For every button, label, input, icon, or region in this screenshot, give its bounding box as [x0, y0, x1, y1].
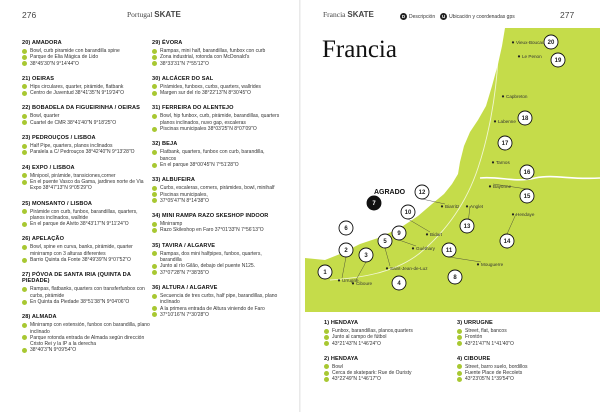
spot-title: 22) BOBADELA DA FIGUEIRINHA / OEIRAS — [22, 105, 140, 112]
bullet-dot-icon — [22, 180, 27, 185]
running-head-right-bold: SKATE — [347, 10, 374, 19]
spot-detail-text: Minipool, pirámide, transiciones,corner — [30, 172, 116, 179]
bottom-column-2 — [457, 320, 575, 392]
spot-detail-line — [457, 341, 575, 347]
bullet-dot-icon — [457, 371, 462, 376]
spot-detail-text: Junto al río Gilão, debajo del puente N125. — [160, 263, 256, 270]
spot-entry — [22, 314, 150, 353]
svg-text:16: 16 — [523, 170, 531, 177]
left-column-1 — [22, 40, 150, 363]
bullet-dot-icon — [324, 335, 329, 340]
bullet-dot-icon — [22, 61, 27, 66]
bullet-dot-icon — [152, 312, 157, 317]
spot-title: 33) ALBUFEIRA — [152, 177, 196, 184]
spot-detail-text: Margen sur del río 38°22'13"N 8°30'45"O — [160, 90, 251, 97]
place-label: Ciboure — [356, 281, 373, 286]
place-dot-icon — [512, 41, 514, 43]
spot-detail-text: Street, flat, bancos — [465, 328, 507, 334]
spot-detail-text: Barrio Quinta da Fonte 38°49'39"N 9°07'52"O — [30, 257, 131, 264]
svg-text:5: 5 — [383, 239, 387, 246]
bullet-dot-icon — [152, 55, 157, 60]
place-dot-icon — [466, 205, 468, 207]
place-label: Bayonne — [493, 184, 512, 189]
bullet-dot-icon — [457, 335, 462, 340]
spot-detail-text: Parque de Elia Mágica de Lido — [30, 54, 99, 61]
running-head-right — [323, 10, 374, 19]
bullet-dot-icon — [152, 198, 157, 203]
spot-detail-text: Junto al campo de fútbol — [332, 334, 387, 341]
spot-title: 23) PEDROUÇOS / LISBOA — [22, 135, 96, 142]
running-head-left-bold: SKATE — [154, 10, 181, 19]
spot-detail-text: A la primera entrada de Altura viniendo de Faro — [160, 305, 265, 312]
bullet-dot-icon — [324, 377, 329, 382]
spot-detail-line — [22, 335, 150, 348]
spot-detail-line — [152, 270, 280, 276]
spot-entry — [22, 201, 150, 228]
spot-detail-text: Rampas, dos mini halfpipes, funbox, quarters, barandilla — [160, 250, 262, 264]
spot-detail-line — [152, 126, 280, 132]
spot-detail-text: 38°45'30"N 9°14'44"O — [30, 60, 79, 67]
svg-text:10: 10 — [404, 210, 412, 217]
spot-entry — [22, 40, 150, 67]
spot-detail-line — [152, 198, 280, 204]
place-dot-icon — [426, 233, 428, 235]
spot-detail-text: Curbs, escaleras, corners, pirámides, bowl, minihalf — [160, 185, 275, 192]
spot-detail-text: 38°40'3"N 9°09'54"O — [30, 347, 77, 354]
spot-detail-text: 43°21'47"N 1°41'40"O — [465, 340, 514, 347]
spot-detail-text: Bowl — [332, 363, 343, 370]
spot-entry — [152, 76, 280, 97]
running-head-right-country: Francia — [323, 10, 346, 19]
basque-coast-map — [300, 28, 600, 312]
bullet-dot-icon — [22, 209, 27, 214]
place-dot-icon — [502, 95, 504, 97]
spot-detail-line — [22, 221, 150, 227]
spot-detail-line — [152, 162, 280, 168]
land-area — [305, 28, 600, 312]
bullet-dot-icon — [22, 150, 27, 155]
place-dot-icon — [477, 263, 479, 265]
place-dot-icon — [492, 161, 494, 163]
spot-detail-text: Bowl, spine en curva, banks, pirámide, quarter minirramp con 3 alturas diferentes — [30, 244, 133, 257]
map-pin-10[interactable] — [401, 205, 415, 219]
spot-detail-text: Half Pipe, quarters, planos inclinados — [30, 143, 113, 150]
spot-detail-line — [152, 293, 280, 306]
map-svg — [300, 28, 600, 312]
place-dot-icon — [412, 247, 414, 249]
bullet-dot-icon — [22, 120, 27, 125]
bullet-dot-icon — [324, 329, 329, 334]
spot-detail-text: Razo Skileshop en Faro 37°01'33"N 7°56'13"O — [160, 227, 264, 234]
spot-detail-text: 37°10'16"N 7°30'28"O — [160, 311, 209, 318]
bullet-dot-icon — [22, 335, 27, 340]
spot-detail-text: En el parque 38°00'45"N 7°51'28"O — [160, 161, 239, 168]
spot-title: 2) HENDAYA — [324, 355, 359, 362]
spot-entry — [22, 135, 150, 156]
bullet-dot-icon — [152, 186, 157, 191]
spot-title: 29) ÉVORA — [152, 40, 183, 46]
left-column-2 — [152, 40, 280, 327]
spot-title: 20) AMADORA — [22, 40, 62, 46]
spot-detail-line — [457, 376, 575, 382]
bullet-dot-icon — [22, 323, 27, 328]
spot-detail-text: En el puente Vasco da Gama, jardines norte de Via Expo 38°47'13"N 9°05'29"O — [30, 178, 144, 192]
spot-detail-line — [324, 376, 442, 382]
bullet-dot-icon — [152, 228, 157, 233]
spot-detail-line — [22, 90, 150, 96]
spot-title: 27) PÓVOA DE SANTA IRIA (QUINTA DA PIEDADE) — [22, 272, 131, 285]
spot-detail-text: Rampas, mini half, barandillas, funbox con curb — [160, 48, 266, 54]
spot-detail-line — [22, 347, 150, 353]
spot-detail-line — [22, 120, 150, 126]
svg-text:14: 14 — [503, 239, 511, 246]
spot-detail-text: Parque rotonda entrada de Almada según dirección Cristo Rei y la IP a la derecha — [30, 334, 145, 348]
spot-entry — [22, 272, 150, 305]
bullet-dot-icon — [324, 341, 329, 346]
spot-title: 34) MINI RAMPA RAZO SKESHOP INDOOR — [152, 213, 269, 220]
spot-detail-text: En el parque de Alvito 38°43'17"N 9°11'24"O — [30, 221, 129, 228]
place-label: Tarnos — [496, 160, 510, 165]
bullet-dot-icon — [152, 84, 157, 89]
spot-detail-text: 43°21'43"N 1°46'24"O — [332, 340, 381, 347]
spot-entry — [152, 177, 280, 204]
bullet-dot-icon — [22, 348, 27, 353]
spot-detail-text: Piscinas municipales 38°03'25"N 8°07'09"O — [160, 126, 257, 133]
svg-text:19: 19 — [554, 58, 562, 65]
bullet-dot-icon — [152, 222, 157, 227]
map-pin-4[interactable] — [392, 276, 406, 290]
spot-detail-line — [22, 244, 150, 257]
running-head-left-country: Portugal — [127, 10, 153, 19]
map-pin-6[interactable] — [339, 221, 353, 235]
bullet-dot-icon — [324, 371, 329, 376]
place-label: Labenne — [498, 119, 516, 124]
svg-text:15: 15 — [523, 194, 531, 201]
spot-entry — [152, 213, 280, 234]
spot-detail-text: Frontón — [465, 334, 483, 341]
spot-detail-text: Flatbank, quarters, funbox con curb, barandilla, bancos — [160, 149, 265, 162]
svg-text:11: 11 — [445, 248, 453, 255]
spot-detail-text: 43°23'05"N 1°39'54"O — [465, 376, 514, 383]
map-pin-14[interactable] — [500, 234, 514, 248]
spot-detail-line — [22, 322, 150, 335]
spot-detail-line — [22, 286, 150, 299]
bullet-dot-icon — [457, 341, 462, 346]
spot-detail-line — [22, 299, 150, 305]
spot-detail-text: Piscinas municipales, — [160, 191, 208, 198]
spot-detail-line — [152, 149, 280, 162]
spot-detail-line — [22, 179, 150, 192]
bullet-dot-icon — [22, 287, 27, 292]
spot-detail-line — [152, 312, 280, 318]
bullet-dot-icon — [152, 163, 157, 168]
place-dot-icon — [386, 267, 388, 269]
spot-detail-text: Bowl, quarter — [30, 113, 60, 120]
place-dot-icon — [489, 185, 491, 187]
spot-detail-line — [22, 149, 150, 155]
spot-detail-text: Minirramp — [160, 221, 183, 228]
map-pin-1[interactable] — [318, 265, 332, 279]
svg-text:2: 2 — [344, 248, 348, 255]
map-pin-16[interactable] — [520, 165, 534, 179]
spot-detail-line — [152, 251, 280, 264]
spot-detail-line — [22, 61, 150, 67]
map-pin-8[interactable] — [448, 270, 462, 284]
place-label: Capbreton — [506, 94, 528, 99]
spot-title: 24) EXPO / LISBOA — [22, 164, 75, 171]
spot-detail-text: Pirámides, funboxs, curbs, quarters, wallrides — [160, 83, 261, 90]
map-pin-3[interactable] — [359, 248, 373, 262]
spot-title: 3) URRUGNE — [457, 320, 493, 326]
bullet-dot-icon — [22, 245, 27, 250]
svg-text:6: 6 — [344, 226, 348, 233]
map-legend — [395, 13, 515, 20]
map-pin-9[interactable] — [392, 226, 406, 240]
svg-text:1: 1 — [323, 270, 327, 277]
svg-text:4: 4 — [397, 281, 401, 288]
spot-title: 28) ALMADA — [22, 314, 57, 321]
bullet-dot-icon — [152, 150, 157, 155]
spot-detail-text: Minirramp con extensión, funbox con barandilla, plano inclinado — [30, 322, 150, 335]
map-pin-15[interactable] — [520, 189, 534, 203]
bullet-dot-icon — [22, 114, 27, 119]
spot-detail-text: Funbox, barandillas, planos,quarters — [332, 328, 413, 334]
map-pin-7[interactable] — [367, 196, 381, 210]
place-dot-icon — [441, 205, 443, 207]
map-pin-13[interactable] — [460, 219, 474, 233]
bullet-dot-icon — [22, 173, 27, 178]
spot-title: 35) TAVIRA / ALGARVE — [152, 242, 216, 249]
spot-detail-text: Fuente Place de Recolets — [465, 370, 523, 377]
bullet-dot-icon — [457, 377, 462, 382]
bullet-dot-icon — [22, 91, 27, 96]
spot-title: 4) CIBOURE — [457, 355, 491, 362]
place-label: Le Penon — [522, 54, 542, 59]
svg-text:13: 13 — [463, 224, 471, 231]
bullet-dot-icon — [457, 329, 462, 334]
page-number-right: 277 — [560, 10, 575, 20]
spot-entry — [22, 76, 150, 97]
spot-entry — [324, 320, 442, 347]
spot-detail-text: Cerca de skatepark: Rue de Ouristy — [332, 370, 412, 377]
spot-entry — [152, 285, 280, 318]
spot-detail-text: Rampas, flatbanks, quarters con transferfunbox con curbs, pirámide — [30, 286, 145, 299]
bullet-dot-icon — [152, 114, 157, 119]
spot-detail-line — [152, 113, 280, 126]
place-label: Urrugne — [342, 278, 359, 283]
svg-text:3: 3 — [364, 253, 368, 260]
spot-detail-line — [324, 341, 442, 347]
bullet-dot-icon — [22, 300, 27, 305]
spot-detail-line — [152, 227, 280, 233]
bullet-dot-icon — [22, 222, 27, 227]
spot-title: 30) ALCÁCER DO SAL — [152, 75, 214, 82]
bullet-dot-icon — [152, 264, 157, 269]
place-label: Guéthary — [416, 246, 435, 251]
spot-detail-text: Pirámide con curb, funbox, barandillas, quarters, planos inclinados, wallride — [30, 208, 138, 221]
location-icon: U — [442, 14, 446, 19]
svg-text:8: 8 — [453, 275, 457, 282]
place-dot-icon — [518, 55, 520, 57]
spot-detail-text: 37°05'47"N 8°14'38"O — [160, 197, 209, 204]
bullet-dot-icon — [324, 364, 329, 369]
place-label: Vieux-Boucau — [516, 40, 545, 45]
map-pin-18[interactable] — [518, 111, 532, 125]
spot-entry — [152, 141, 280, 168]
spot-detail-text: 37°07'28"N 7°38'35"O — [160, 269, 209, 276]
map-pin-11[interactable] — [442, 243, 456, 257]
spot-entry — [457, 320, 575, 347]
running-head-left — [127, 10, 181, 19]
place-label: Mouguerre — [481, 262, 504, 267]
bullet-dot-icon — [152, 91, 157, 96]
spot-entry — [152, 40, 280, 67]
spot-detail-line — [152, 61, 280, 67]
bullet-dot-icon — [152, 306, 157, 311]
spot-entry — [152, 243, 280, 276]
bullet-dot-icon — [22, 49, 27, 54]
svg-text:18: 18 — [521, 116, 529, 123]
place-label: Anglet — [470, 204, 484, 209]
spot-detail-text: Hips circulares, quarter, pirámide, flatbank — [30, 83, 124, 90]
legend-label-description: Descripción — [409, 13, 436, 20]
bullet-dot-icon — [152, 61, 157, 66]
bullet-dot-icon — [22, 144, 27, 149]
spot-detail-text: Street, barro suelo, bordillos — [465, 363, 528, 370]
spot-title: 25) MONSANTO / LISBOA — [22, 200, 93, 207]
spot-title: 31) FERREIRA DO ALENTEJO — [152, 105, 234, 112]
map-pin-19[interactable] — [551, 53, 565, 67]
spot-detail-text: Cuartel de CMR 38°41'40"N 9°18'25"O — [30, 119, 117, 126]
bullet-dot-icon — [152, 251, 157, 256]
spot-entry — [22, 105, 150, 126]
place-label: Biarritz — [445, 204, 460, 209]
svg-text:17: 17 — [501, 141, 509, 148]
svg-text:7: 7 — [372, 201, 376, 208]
legend-label-location: Ubicación y coordenadas gps — [449, 13, 515, 20]
place-dot-icon — [512, 213, 514, 215]
spot-detail-line — [22, 257, 150, 263]
bottom-column-1 — [324, 320, 442, 392]
spot-title: 36) ALTURA / ALGARVE — [152, 284, 218, 291]
spot-detail-text: 38°33'31"N 7°55'12"O — [160, 60, 209, 67]
map-pin-5[interactable] — [378, 234, 392, 248]
spot-title: 21) OEIRAS — [22, 75, 55, 82]
place-label: Bidart — [430, 232, 443, 237]
spot-detail-text: 43°22'49"N 1°46'17"O — [332, 376, 381, 383]
spot-entry — [22, 236, 150, 263]
spot-entry — [324, 356, 442, 383]
place-dot-icon — [494, 120, 496, 122]
spot-detail-line — [22, 209, 150, 222]
svg-text:12: 12 — [418, 190, 426, 197]
spot-detail-text: Secuencia de tres curbs, half pipe, barandillas, plano inclinado — [160, 292, 278, 306]
spot-title: 1) HENDAYA — [324, 320, 359, 326]
map-pin-2[interactable] — [339, 243, 353, 257]
spot-detail-text: Bowl, curb piramide con barandilla spine — [30, 48, 120, 54]
bullet-dot-icon — [457, 364, 462, 369]
spot-title: 32) BEJA — [152, 141, 178, 148]
spot-detail-text: Bowl, hip funbox, curb, pirámide, barandillas, quarters planos inclinados, nuvo gap, escaleras — [160, 113, 280, 126]
region-label: AGRADO — [374, 189, 406, 196]
place-dot-icon — [338, 279, 340, 281]
spot-title: 26) APELAÇÃO — [22, 236, 65, 243]
description-icon: D — [401, 14, 406, 19]
bullet-dot-icon — [152, 127, 157, 132]
spot-entry — [457, 356, 575, 383]
spot-detail-text: Zona industrial, rotonda con McDonald's — [160, 54, 250, 61]
spot-detail-text: En Quinta da Piedade 38°51'38"N 9°04'06"O — [30, 298, 130, 305]
spot-entry — [22, 165, 150, 192]
bullet-dot-icon — [22, 258, 27, 263]
bullet-dot-icon — [152, 294, 157, 299]
bullet-dot-icon — [152, 270, 157, 275]
spot-detail-line — [152, 90, 280, 96]
spot-detail-text: Paralela a C/ Pedrouços 38°42'40"N 9°13'28"O — [30, 149, 135, 156]
svg-text:9: 9 — [397, 231, 401, 238]
map-pin-17[interactable] — [498, 136, 512, 150]
map-pin-20[interactable] — [544, 35, 558, 49]
map-title: Francia — [322, 36, 397, 63]
page-number-left: 276 — [22, 10, 37, 20]
bullet-dot-icon — [152, 192, 157, 197]
spot-detail-text: Centro de Juventud 38°41'35"N 9°19'24"O — [30, 90, 124, 97]
bullet-dot-icon — [22, 84, 27, 89]
place-label: Hendaye — [516, 212, 535, 217]
svg-text:20: 20 — [547, 40, 555, 47]
map-pin-12[interactable] — [415, 185, 429, 199]
bullet-dot-icon — [22, 55, 27, 60]
spot-entry — [152, 105, 280, 132]
place-label: Saint-Jean-de-Luz — [390, 266, 428, 271]
bullet-dot-icon — [152, 49, 157, 54]
